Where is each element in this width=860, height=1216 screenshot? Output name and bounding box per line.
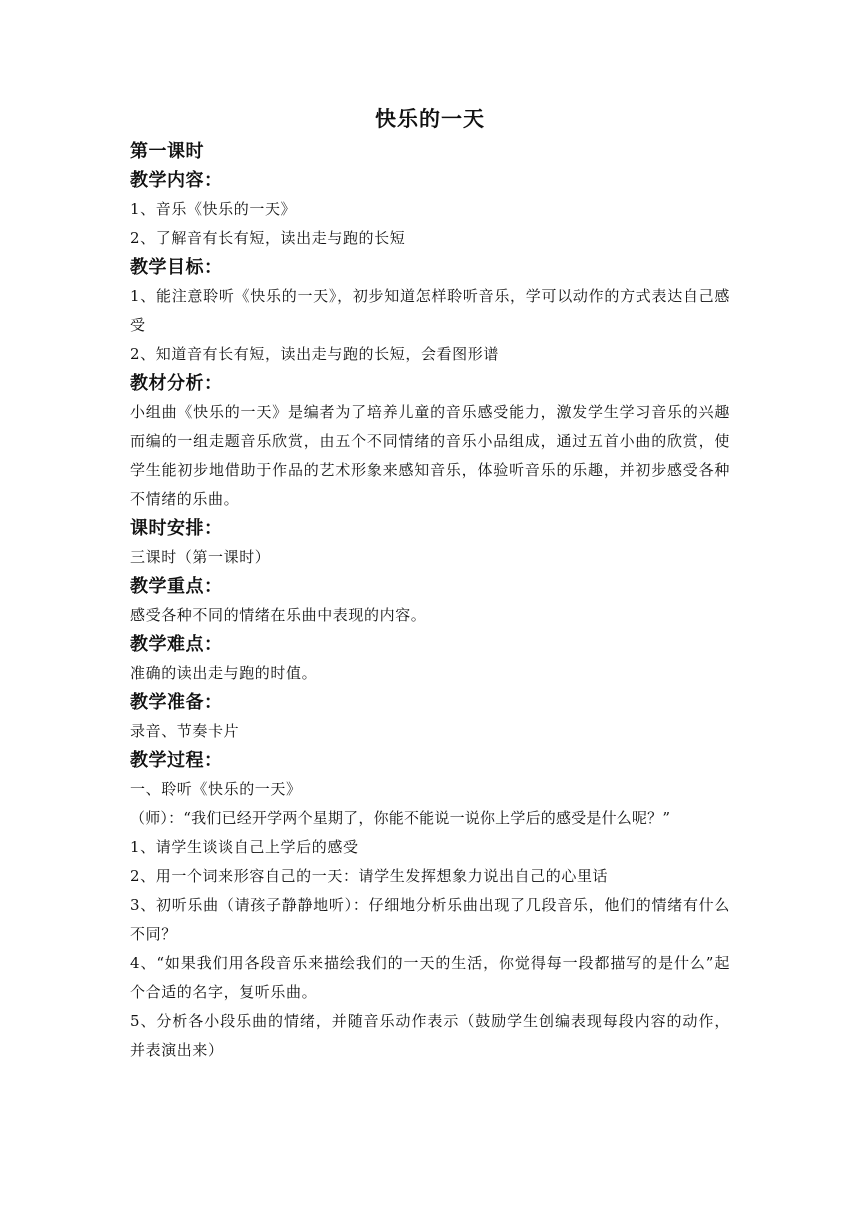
analysis-text: 小组曲《快乐的一天》是编者为了培养儿童的音乐感受能力，激发学生学习音乐的兴趣而编的一组走题音乐欣赏，由五个不同情绪的音乐小品组成，通过五首小曲的欣赏，使学生能初步地借助于作品的艺术形象来感知音乐，体验听音乐的乐趣，并初步感受各种不情绪的乐曲。 — [130, 403, 730, 508]
difficulty-heading: 教学难点： — [130, 634, 223, 655]
analysis-heading: 教材分析： — [130, 373, 223, 394]
lesson-heading: 第一课时 — [130, 141, 204, 162]
process-item: 4、“如果我们用各段音乐来描绘我们的一天的生活，你觉得每一段都描写的是什么”起个合适的名字，复听乐曲。 — [130, 954, 730, 1001]
difficulty-text: 准确的读出走与跑的时值。 — [130, 664, 318, 682]
process-item: 2、用一个词来形容自己的一天：请学生发挥想象力说出自己的心里话 — [130, 867, 609, 885]
document-page — [130, 100, 730, 1065]
content-item: 1、音乐《快乐的一天》 — [130, 200, 297, 218]
schedule-heading: 课时安排： — [130, 518, 223, 539]
preparation-heading: 教学准备： — [130, 692, 223, 713]
process-item: 5、分析各小段乐曲的情绪，并随音乐动作表示（鼓励学生创编表现每段内容的动作，并表演出来） — [130, 1012, 730, 1059]
content-heading: 教学内容： — [130, 170, 223, 191]
process-item: 1、请学生谈谈自己上学后的感受 — [130, 838, 359, 856]
process-item: 一、聆听《快乐的一天》 — [130, 780, 302, 798]
process-heading: 教学过程： — [130, 750, 223, 771]
document-title: 快乐的一天 — [375, 107, 485, 131]
focus-text: 感受各种不同的情绪在乐曲中表现的内容。 — [130, 606, 427, 624]
content-item: 2、了解音有长有短，读出走与跑的长短 — [130, 229, 406, 247]
goals-item: 2、知道音有长有短，读出走与跑的长短，会看图形谱 — [130, 345, 499, 363]
goals-item: 1、能注意聆听《快乐的一天》，初步知道怎样聆听音乐，学可以动作的方式表达自己感受 — [130, 287, 730, 334]
goals-heading: 教学目标： — [130, 257, 223, 278]
process-item: （师）：“我们已经开学两个星期了，你能不能说一说你上学后的感受是什么呢？” — [130, 809, 671, 827]
process-item: 3、初听乐曲（请孩子静静地听）：仔细地分析乐曲出现了几段音乐，他们的情绪有什么不同？ — [130, 896, 730, 943]
focus-heading: 教学重点： — [130, 576, 223, 597]
preparation-text: 录音、节奏卡片 — [130, 722, 240, 740]
schedule-text: 三课时（第一课时） — [130, 548, 271, 566]
